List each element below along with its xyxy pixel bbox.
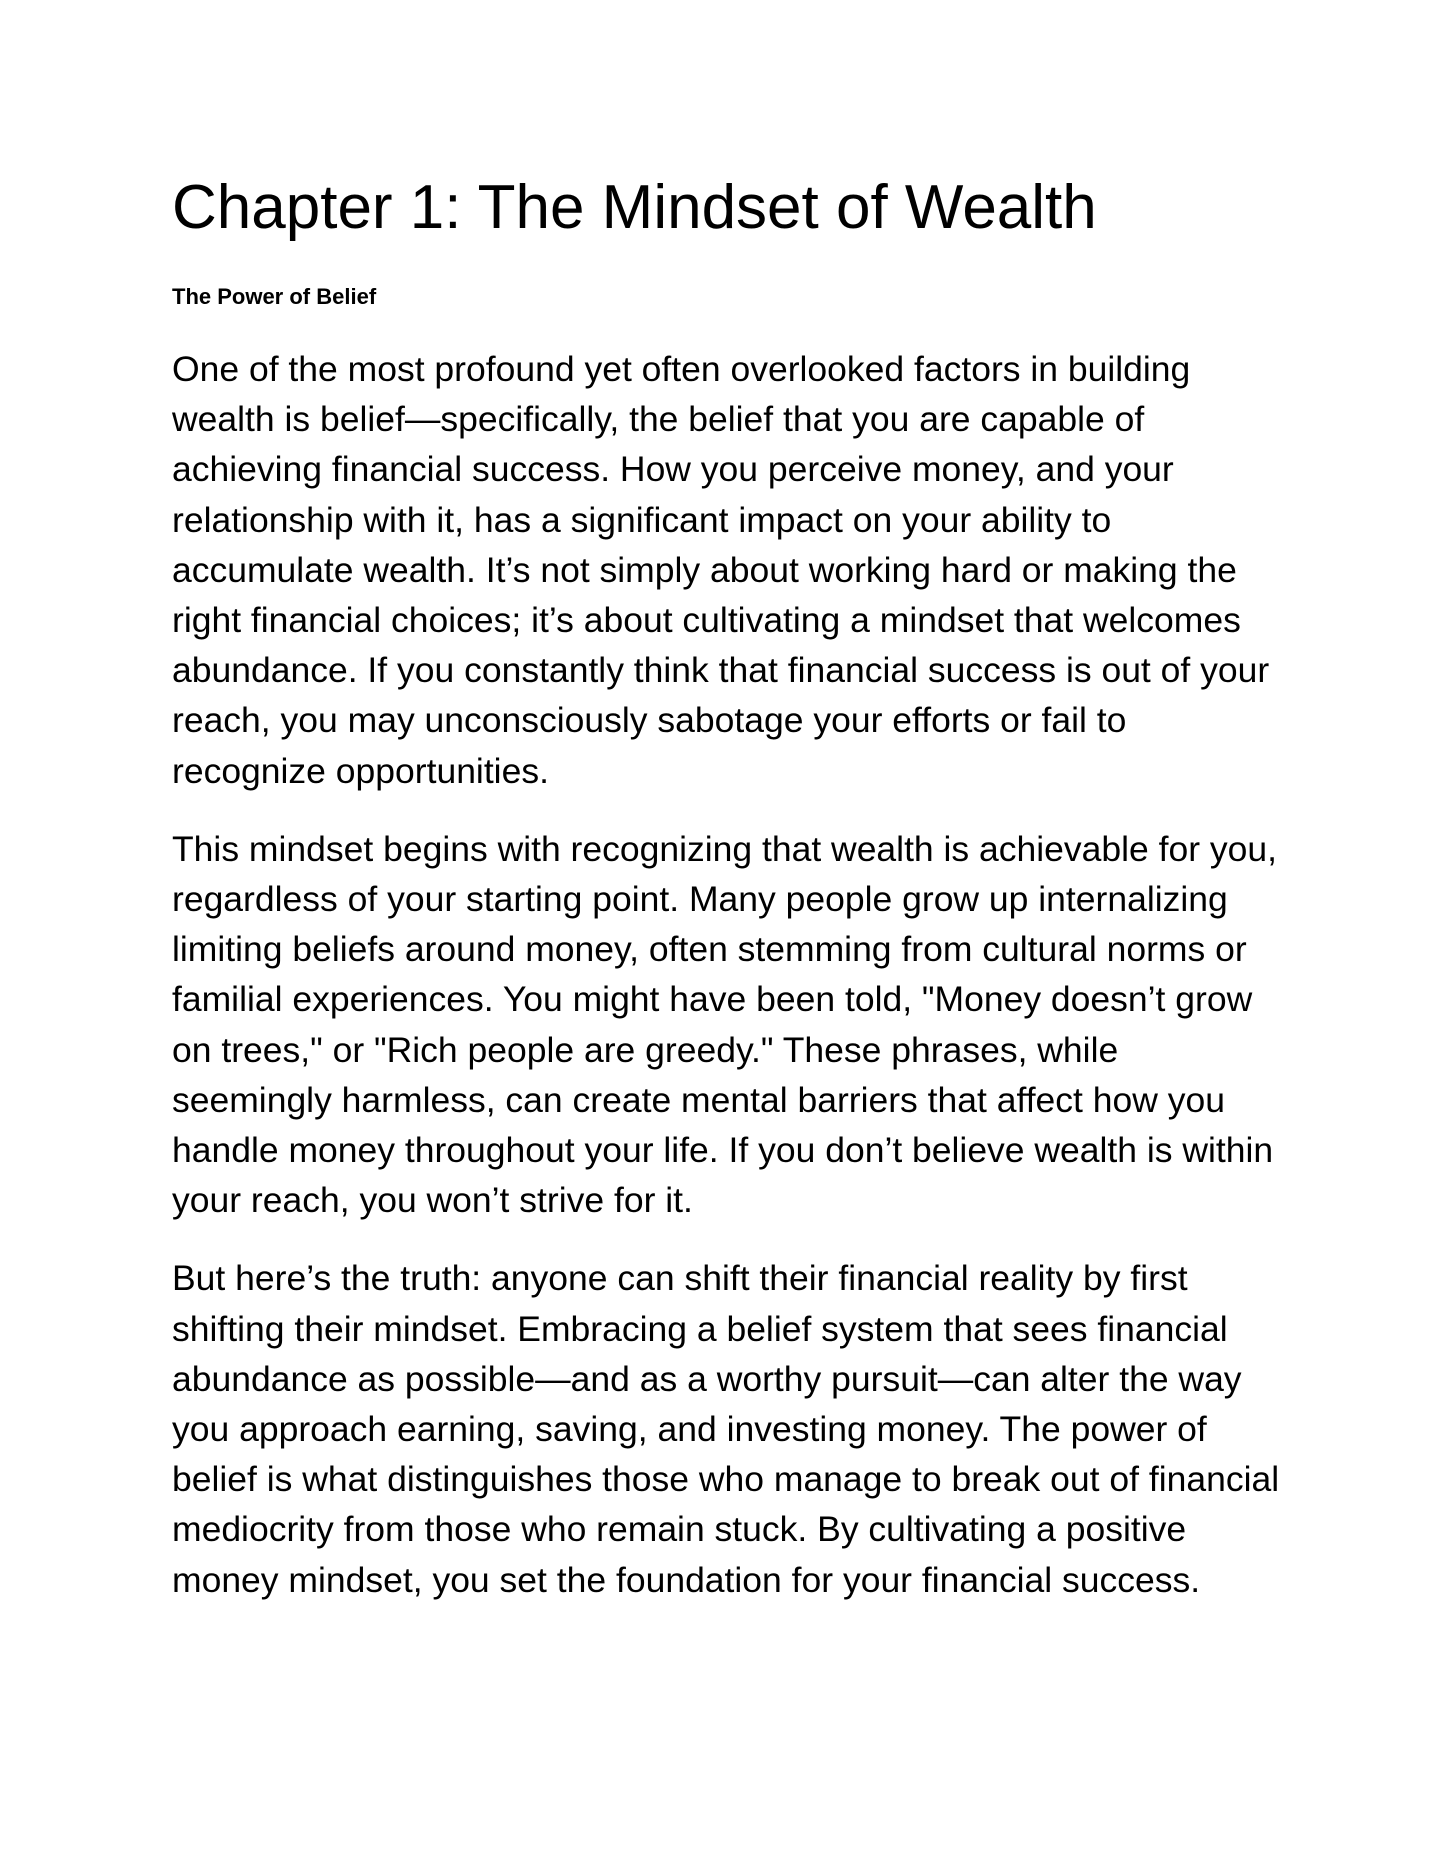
- document-content: [172, 168, 1282, 1605]
- chapter-title: Chapter 1: The Mindset of Wealth: [172, 173, 1097, 242]
- body-paragraph-3: But here’s the truth: anyone can shift their financial reality by first shifting their mindset. Embracing a belief system that sees financial abundance as possible—and as a worthy pursuit—can alter the way you approach earning, saving, and investing money. The power of belief is what distinguishes those who manage to break out of financial mediocrity from those who remain stuck. By cultivating a positive money mindset, you set the foundation for your financial success.: [172, 1258, 1280, 1600]
- body-paragraph-1: One of the most profound yet often overlooked factors in building wealth is belief—specifically, the belief that you are capable of achieving financial success. How you perceive money, and your relationship with it, has a significant impact on your ability to accumulate wealth. It’s not simply about working hard or making the right financial choices; it’s about cultivating a mindset that welcomes abundance. If you constantly think that financial success is out of your reach, you may unconsciously sabotage your efforts or fail to recognize opportunities.: [172, 349, 1270, 791]
- body-paragraph-2: This mindset begins with recognizing that wealth is achievable for you, regardless of your starting point. Many people grow up internalizing limiting beliefs around money, often stemming from cultural norms or familial experiences. You might have been told, "Money doesn’t grow on trees," or "Rich people are greedy." These phrases, while seemingly harmless, can create mental barriers that affect how you handle money throughout your life. If you don’t believe wealth is within your reach, you won’t strive for it.: [172, 828, 1278, 1221]
- section-heading: The Power of Belief: [172, 284, 377, 309]
